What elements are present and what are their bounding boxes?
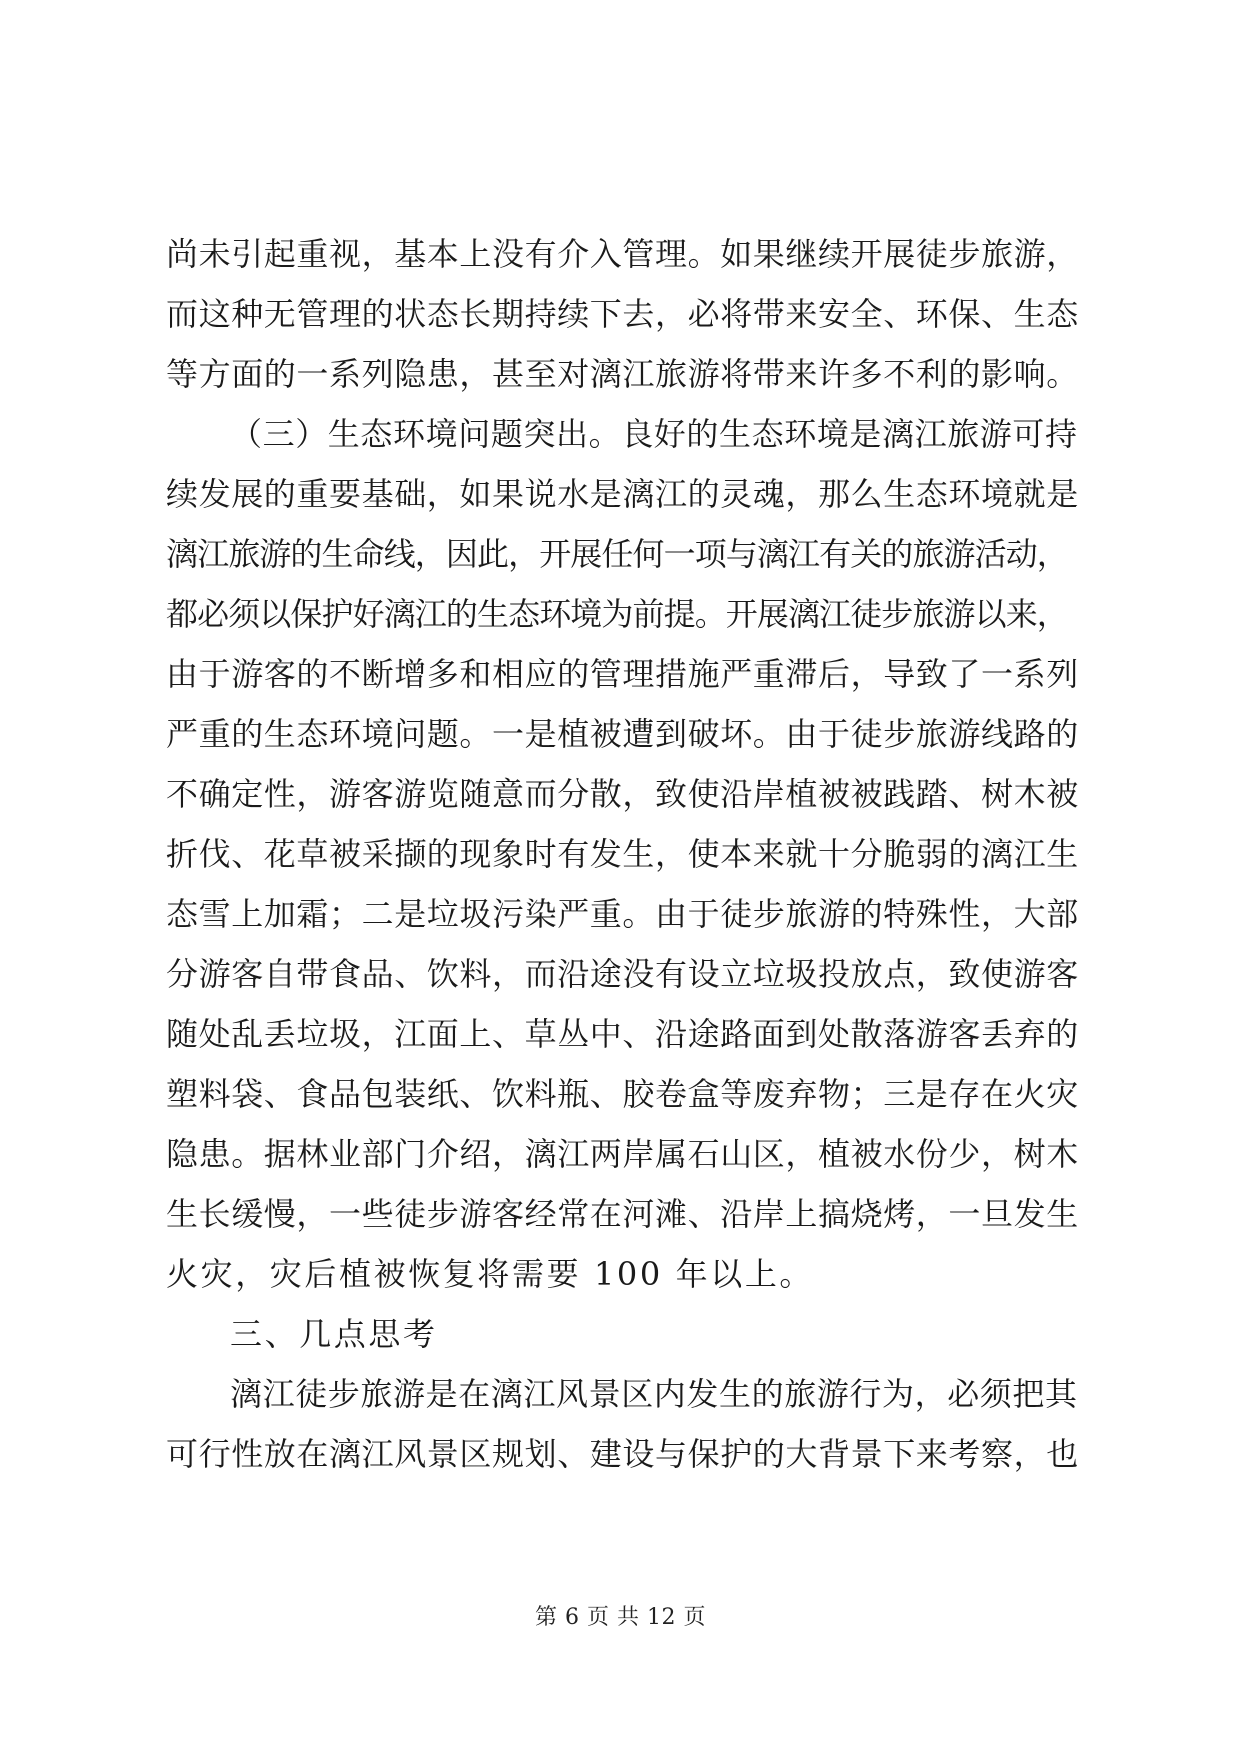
- text-line: 尚未引起重视，基本上没有介入管理。如果继续开展徒步旅游，: [166, 235, 1079, 273]
- text-line: 随处乱丢垃圾，江面上、草丛中、沿途路面到处散落游客丢弃的: [166, 1015, 1079, 1053]
- text-line: 严重的生态环境问题。一是植被遭到破坏。由于徒步旅游线路的: [166, 715, 1079, 753]
- text-line: 折伐、花草被采撷的现象时有发生，使本来就十分脆弱的漓江生: [166, 835, 1079, 873]
- text-line: 由于游客的不断增多和相应的管理措施严重滞后，导致了一系列: [166, 655, 1079, 693]
- text-line: 漓江旅游的生命线，因此，开展任何一项与漓江有关的旅游活动，: [166, 535, 1068, 573]
- text-line: 而这种无管理的状态长期持续下去，必将带来安全、环保、生态: [166, 295, 1079, 333]
- text-line: 等方面的一系列隐患，甚至对漓江旅游将带来许多不利的影响。: [166, 355, 1079, 393]
- text-line: 生长缓慢，一些徒步游客经常在河滩、沿岸上搞烧烤，一旦发生: [166, 1195, 1079, 1233]
- body-text: [166, 224, 1081, 1484]
- text-line: 续发展的重要基础，如果说水是漓江的灵魂，那么生态环境就是: [166, 475, 1079, 513]
- text-line: 不确定性，游客游览随意而分散，致使沿岸植被被践踏、树木被: [166, 775, 1079, 813]
- text-line: 塑料袋、食品包装纸、饮料瓶、胶卷盒等废弃物；三是存在火灾: [166, 1075, 1079, 1113]
- text-line: 隐患。据林业部门介绍，漓江两岸属石山区，植被水份少，树木: [166, 1135, 1079, 1173]
- text-line: （三）生态环境问题突出。良好的生态环境是漓江旅游可持: [230, 415, 1078, 453]
- text-line: 态雪上加霜；二是垃圾污染严重。由于徒步旅游的特殊性，大部: [166, 895, 1079, 933]
- page-footer: 第 6 页 共 12 页: [535, 1605, 706, 1630]
- text-line: 都必须以保护好漓江的生态环境为前提。开展漓江徒步旅游以来，: [166, 595, 1068, 633]
- text-line: 三、几点思考: [230, 1315, 438, 1353]
- text-line: 漓江徒步旅游是在漓江风景区内发生的旅游行为，必须把其: [230, 1375, 1078, 1413]
- text-line: 可行性放在漓江风景区规划、建设与保护的大背景下来考察，也: [166, 1435, 1079, 1473]
- text-line: 分游客自带食品、饮料，而沿途没有设立垃圾投放点，致使游客: [166, 955, 1079, 993]
- text-line: 火灾，灾后植被恢复将需要 100 年以上。: [166, 1255, 815, 1293]
